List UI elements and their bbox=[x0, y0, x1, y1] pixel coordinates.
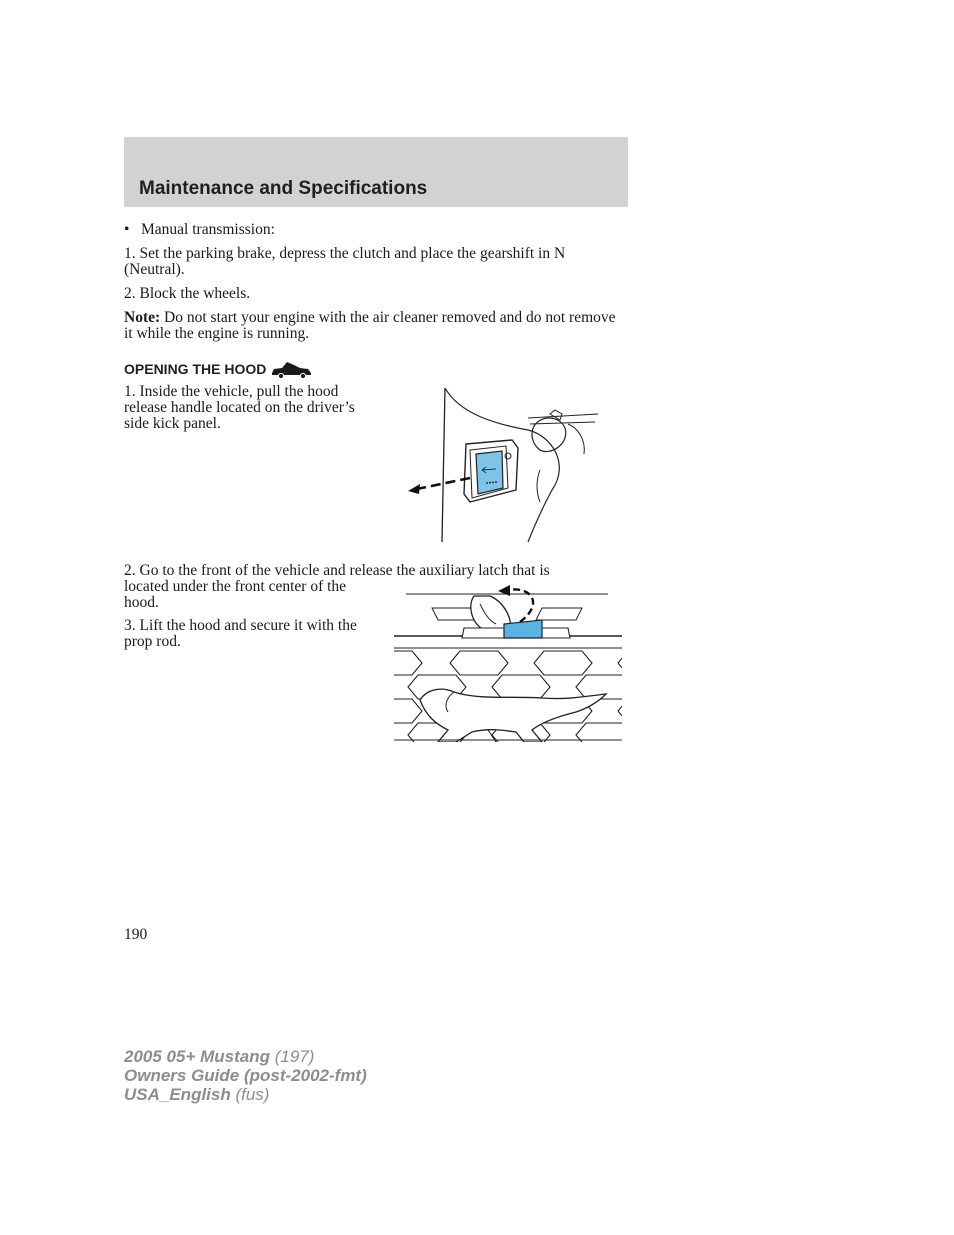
footer-language: USA_English bbox=[124, 1085, 231, 1104]
bullet-symbol: • bbox=[124, 221, 130, 238]
footer-line-3 bbox=[124, 1085, 367, 1104]
hood-step-2-line2: located under the front center of the hood. bbox=[124, 578, 347, 611]
car-hood-open-icon bbox=[270, 359, 314, 379]
footer-line-1 bbox=[124, 1047, 367, 1066]
footer-language-code: (fus) bbox=[230, 1085, 270, 1104]
note-paragraph bbox=[124, 310, 624, 342]
bullet-item bbox=[124, 222, 624, 238]
footer-model: 2005 05+ Mustang bbox=[124, 1047, 270, 1066]
hood-step-3: 3. Lift the hood and secure it with the prop rod. bbox=[124, 617, 357, 650]
hood-release-handle bbox=[476, 451, 503, 494]
bullet-text: Manual transmission: bbox=[141, 221, 275, 238]
note-text: Do not start your engine with the air cleaner removed and do not remove it while the engine is running. bbox=[124, 309, 616, 342]
note-label: Note: bbox=[124, 309, 161, 326]
hood-release-handle-illustration bbox=[400, 384, 600, 546]
footer-model-code: (197) bbox=[270, 1047, 315, 1066]
hood-step-2-line1: 2. Go to the front of the vehicle and release the auxiliary latch that is bbox=[124, 562, 550, 579]
hood-step-1: 1. Inside the vehicle, pull the hood release handle located on the driver’s side kick panel. bbox=[124, 383, 355, 432]
section-title: Maintenance and Specifications bbox=[139, 178, 428, 199]
footer-guide-title: Owners Guide (post-2002-fmt) bbox=[124, 1066, 367, 1085]
document-footer bbox=[124, 1047, 367, 1104]
step-block-wheels: 2. Block the wheels. bbox=[124, 285, 251, 302]
footer-line-2 bbox=[124, 1066, 367, 1085]
pony-emblem-icon bbox=[420, 689, 606, 742]
hood-heading-text: OPENING THE HOOD bbox=[124, 361, 267, 377]
hood-heading bbox=[124, 359, 314, 379]
auxiliary-latch-illustration bbox=[392, 582, 624, 742]
page-number: 190 bbox=[124, 926, 148, 943]
step-set-brake: 1. Set the parking brake, depress the clutch and place the gearshift in N (Neutral). bbox=[124, 245, 566, 278]
